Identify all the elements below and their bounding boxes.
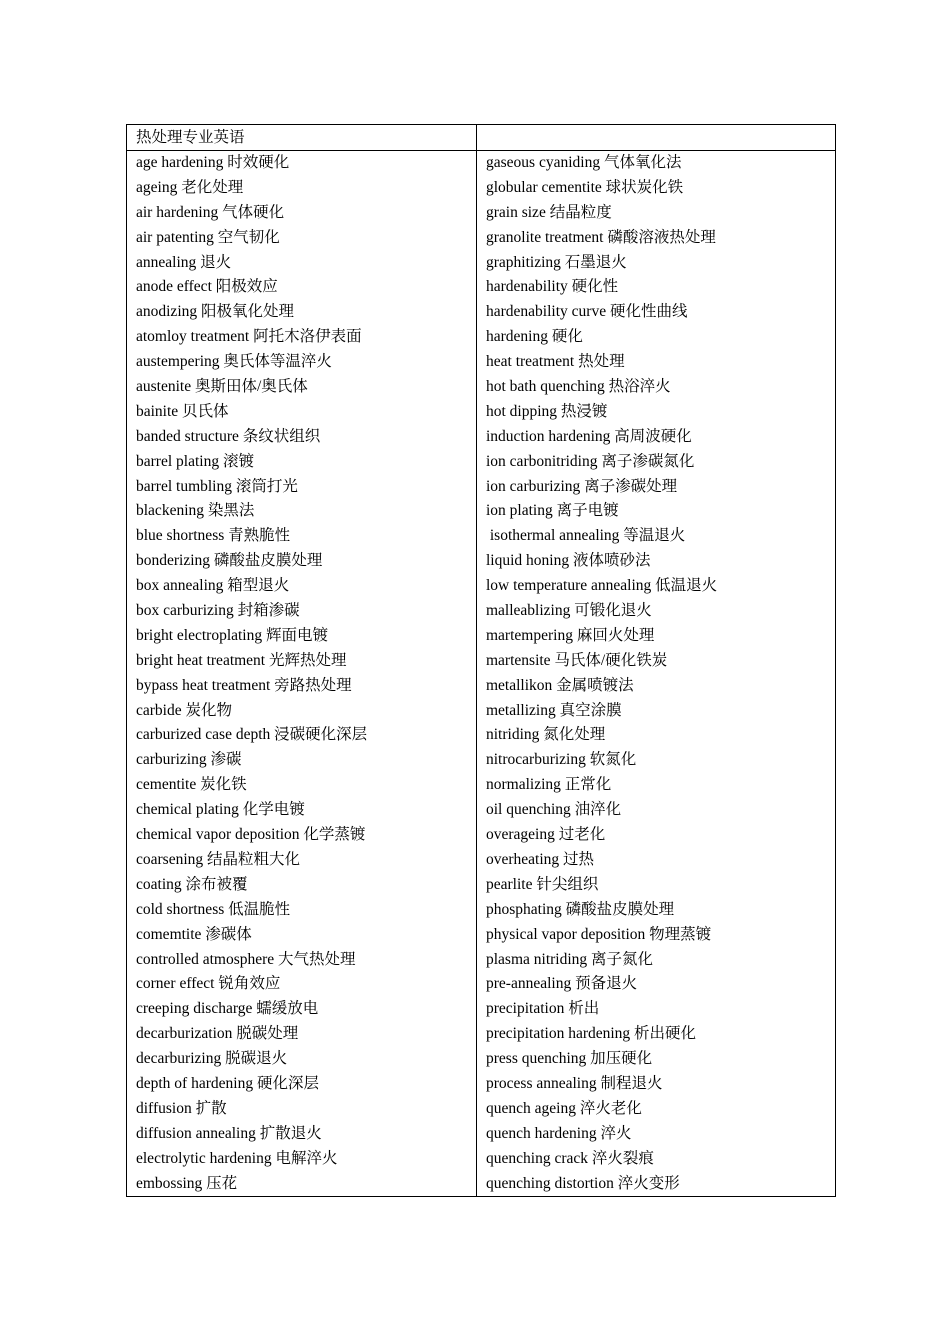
table-header-row [127, 125, 836, 151]
glossary-entry: quench ageing 淬火老化 [486, 1099, 642, 1117]
glossary-entry: decarburization 脱碳处理 [136, 1025, 299, 1043]
glossary-entry: process annealing 制程退火 [486, 1074, 663, 1092]
glossary-entry: banded structure 条纹状组织 [136, 427, 321, 445]
glossary-entry: box annealing 箱型退火 [136, 577, 290, 595]
glossary-entry: liquid honing 液体喷砂法 [486, 552, 651, 570]
glossary-entry: electrolytic hardening 电解淬火 [136, 1149, 338, 1167]
glossary-entry: hot bath quenching 热浴淬火 [486, 378, 671, 396]
glossary-entry: pre-annealing 预备退火 [486, 975, 638, 993]
glossary-entry: anode effect 阳极效应 [136, 278, 278, 296]
glossary-entry: nitrocarburizing 软氮化 [486, 751, 637, 769]
glossary-entry: phosphating 磷酸盐皮膜处理 [486, 900, 675, 918]
glossary-entry: age hardening 时效硬化 [136, 154, 290, 171]
glossary-entry: diffusion 扩散 [136, 1099, 227, 1117]
glossary-entry: cementite 炭化铁 [136, 776, 247, 794]
glossary-entry: pearlite 针尖组织 [486, 875, 599, 893]
glossary-entry: normalizing 正常化 [486, 776, 612, 794]
glossary-entry: atomloy treatment 阿托木洛伊表面 [136, 328, 362, 346]
table-title: 热处理专业英语 [127, 125, 477, 151]
glossary-entry: hardenability curve 硬化性曲线 [486, 303, 688, 321]
glossary-entry: quenching distortion 淬火变形 [486, 1174, 680, 1192]
glossary-entry: chemical vapor deposition 化学蒸镀 [136, 826, 366, 844]
glossary-entry: hardening 硬化 [486, 328, 583, 346]
glossary-entry: comemtite 渗碳体 [136, 925, 252, 943]
glossary-entry: anodizing 阳极氧化处理 [136, 303, 294, 321]
glossary-entry: air hardening 气体硬化 [136, 203, 285, 221]
glossary-entry: metallikon 金属喷镀法 [486, 676, 634, 694]
table-body-row [127, 151, 836, 1197]
glossary-entry: box carburizing 封箱渗碳 [136, 602, 300, 620]
glossary-entry: carbide 炭化物 [136, 701, 232, 719]
glossary-entry: bypass heat treatment 旁路热处理 [136, 676, 352, 694]
glossary-entry: malleablizing 可锻化退火 [486, 602, 652, 620]
glossary-entry: bright heat treatment 光辉热处理 [136, 651, 347, 669]
glossary-entry: induction hardening 高周波硬化 [486, 427, 692, 445]
glossary-entry: embossing 压花 [136, 1174, 238, 1192]
left-term-column [127, 151, 477, 1197]
glossary-entry: precipitation 析出 [486, 1000, 600, 1018]
glossary-entry: physical vapor deposition 物理蒸镀 [486, 925, 712, 943]
glossary-entry: hardenability 硬化性 [486, 278, 619, 296]
glossary-entry: globular cementite 球状炭化铁 [486, 178, 684, 196]
glossary-entry: controlled atmosphere 大气热处理 [136, 950, 356, 968]
glossary-entry: bonderizing 磷酸盐皮膜处理 [136, 552, 323, 570]
glossary-entry: corner effect 锐角效应 [136, 975, 281, 993]
glossary-entry: creeping discharge 蠕缓放电 [136, 1000, 319, 1018]
glossary-entry: overageing 过老化 [486, 826, 606, 844]
glossary-entry: quench hardening 淬火 [486, 1124, 632, 1142]
glossary-entry: blue shortness 青熟脆性 [136, 527, 291, 545]
glossary-entry: cold shortness 低温脆性 [136, 900, 291, 918]
glossary-entry: martempering 麻回火处理 [486, 626, 655, 644]
glossary-entry: granolite treatment 磷酸溶液热处理 [486, 228, 716, 246]
glossary-entry: graphitizing 石墨退火 [486, 253, 627, 271]
glossary-entry: nitriding 氮化处理 [486, 726, 606, 744]
glossary-entry: quenching crack 淬火裂痕 [486, 1149, 654, 1167]
glossary-entry: barrel plating 滚镀 [136, 452, 254, 470]
glossary-entry: bright electroplating 辉面电镀 [136, 626, 328, 644]
glossary-entry: carburizing 渗碳 [136, 751, 242, 769]
glossary-entry: hot dipping 热浸镀 [486, 402, 608, 420]
glossary-entry: heat treatment 热处理 [486, 353, 625, 371]
glossary-entry: coarsening 结晶粒粗大化 [136, 850, 301, 868]
glossary-entry: annealing 退火 [136, 253, 232, 271]
glossary-entry: air patenting 空气韧化 [136, 228, 280, 246]
glossary-entry: isothermal annealing 等温退火 [486, 527, 686, 545]
glossary-entry: austempering 奥氏体等温淬火 [136, 353, 332, 371]
glossary-entry: coating 涂布被覆 [136, 875, 248, 893]
glossary-entry: precipitation hardening 析出硬化 [486, 1025, 697, 1043]
glossary-entry: decarburizing 脱碳退火 [136, 1050, 288, 1068]
glossary-entry: martensite 马氏体/硬化铁炭 [486, 651, 668, 669]
glossary-entry: ion plating 离子电镀 [486, 502, 619, 520]
glossary-entry: bainite 贝氏体 [136, 402, 229, 420]
glossary-entry: barrel tumbling 滚筒打光 [136, 477, 298, 495]
glossary-entry: gaseous cyaniding 气体氧化法 [486, 154, 682, 171]
right-term-column [477, 151, 836, 1197]
glossary-entry: metallizing 真空涂膜 [486, 701, 622, 719]
glossary-entry: blackening 染黑法 [136, 502, 255, 520]
glossary-entry: ion carbonitriding 离子渗碳氮化 [486, 452, 695, 470]
glossary-entry: plasma nitriding 离子氮化 [486, 950, 654, 968]
glossary-entry: oil quenching 油淬化 [486, 801, 622, 819]
glossary-table [126, 124, 836, 1197]
glossary-entry: ageing 老化处理 [136, 178, 244, 196]
table-header-empty-cell [477, 125, 836, 151]
glossary-entry: carburized case depth 浸碳硬化深层 [136, 726, 368, 744]
glossary-entry: ion carburizing 离子渗碳处理 [486, 477, 678, 495]
glossary-entry: overheating 过热 [486, 850, 595, 868]
glossary-entry: depth of hardening 硬化深层 [136, 1074, 319, 1092]
glossary-entry: austenite 奥斯田体/奥氏体 [136, 378, 308, 396]
glossary-entry: chemical plating 化学电镀 [136, 801, 305, 819]
glossary-entry: grain size 结晶粒度 [486, 203, 612, 221]
glossary-entry: press quenching 加压硬化 [486, 1050, 653, 1068]
glossary-entry: low temperature annealing 低温退火 [486, 577, 718, 595]
glossary-entry: diffusion annealing 扩散退火 [136, 1124, 322, 1142]
